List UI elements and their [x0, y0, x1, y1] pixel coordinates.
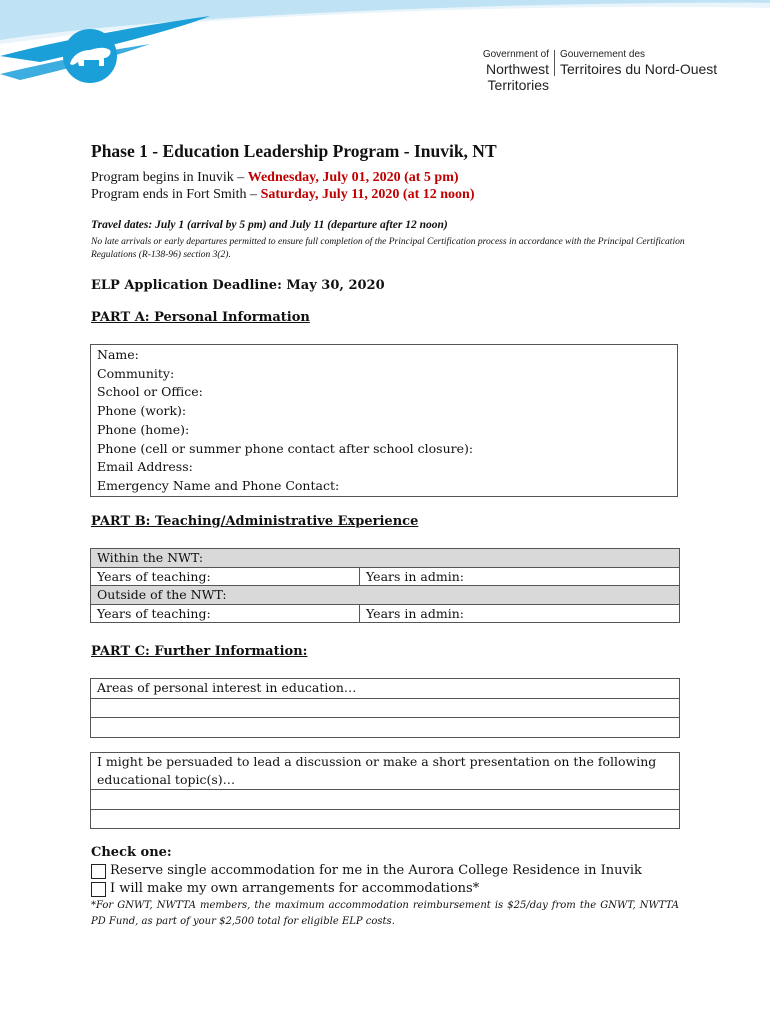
travel-dates: Travel dates: July 1 (arrival by 5 pm) and July 11 (departure after 12 noon)	[91, 219, 448, 231]
outside-nwt-label: Outside of the NWT:	[91, 586, 680, 605]
name-field[interactable]: Name:	[97, 347, 139, 362]
program-ends: Program ends in Fort Smith – Saturday, July 11, 2020 (at 12 noon)	[91, 187, 475, 202]
community-field[interactable]: Community:	[97, 365, 175, 381]
accommodation-option-2[interactable]	[91, 880, 479, 898]
presentation-line-2[interactable]	[91, 809, 680, 829]
outside-years-admin[interactable]: Years in admin:	[360, 604, 680, 623]
presentation-line-1[interactable]	[91, 790, 680, 810]
gov-en-big: Northwest Territories	[485, 61, 549, 93]
school-field[interactable]: School or Office:	[97, 384, 203, 400]
interest-line-2[interactable]	[91, 718, 680, 738]
interest-table	[90, 678, 680, 738]
presentation-label: I might be persuaded to lead a discussion or make a short presentation on the following educational topic(s)…	[91, 753, 680, 790]
begins-date: Wednesday, July 01, 2020 (at 5 pm)	[247, 170, 459, 185]
ends-date: Saturday, July 11, 2020 (at 12 noon)	[260, 187, 475, 202]
gov-en	[426, 49, 549, 93]
within-nwt-label: Within the NWT:	[91, 549, 680, 568]
checkbox-own-arrangements[interactable]	[91, 882, 106, 897]
accommodation-option-1[interactable]	[91, 862, 642, 880]
within-years-teaching[interactable]: Years of teaching:	[91, 567, 360, 586]
email-field[interactable]: Email Address:	[97, 459, 193, 475]
part-a-heading: PART A: Personal Information	[91, 310, 310, 325]
gov-fr-big: Territoires du Nord-Ouest	[560, 61, 718, 77]
part-b-heading: PART B: Teaching/Administrative Experience	[91, 514, 419, 529]
reimbursement-footnote: *For GNWT, NWTTA members, the maximum accommodation reimbursement is $25/day from the GNWT, NWTTA PD Fund, as part of your $2,500 total for eligible ELP costs.	[91, 900, 679, 927]
option2-label: I will make my own arrangements for accommodations*	[110, 881, 480, 896]
experience-table	[90, 548, 680, 623]
application-deadline: ELP Application Deadline: May 30, 2020	[91, 278, 385, 293]
gov-fr	[560, 49, 717, 77]
part-c-heading: PART C: Further Information:	[91, 644, 308, 659]
personal-info-box[interactable]	[90, 344, 678, 497]
phone-work-field[interactable]: Phone (work):	[97, 403, 187, 419]
check-one-heading: Check one:	[91, 845, 172, 860]
interest-label: Areas of personal interest in education…	[91, 679, 680, 699]
outside-years-teaching[interactable]: Years of teaching:	[91, 604, 360, 623]
gov-en-small: Government of	[482, 49, 549, 60]
phone-home-field[interactable]: Phone (home):	[97, 421, 190, 437]
within-years-admin[interactable]: Years in admin:	[360, 567, 680, 586]
interest-line-1[interactable]	[91, 698, 680, 718]
phone-cell-field[interactable]: Phone (cell or summer phone contact after school closure):	[97, 440, 474, 456]
checkbox-residence[interactable]	[91, 864, 106, 879]
presentation-table	[90, 752, 680, 829]
header-divider	[554, 50, 555, 76]
gov-fr-small: Gouvernement des	[560, 49, 646, 60]
emergency-contact-field[interactable]: Emergency Name and Phone Contact:	[97, 477, 340, 493]
attendance-note: No late arrivals or early departures permitted to ensure full completion of the Principal Certification process in accordance with the Principal Certification Regulations (R-138-96) section 3(2).	[91, 237, 685, 260]
option1-label: Reserve single accommodation for me in the Aurora College Residence in Inuvik	[110, 863, 642, 878]
letterhead	[0, 0, 770, 110]
program-begins: Program begins in Inuvik – Wednesday, July 01, 2020 (at 5 pm)	[91, 170, 459, 185]
page-title: Phase 1 - Education Leadership Program - Inuvik, NT	[91, 141, 497, 161]
